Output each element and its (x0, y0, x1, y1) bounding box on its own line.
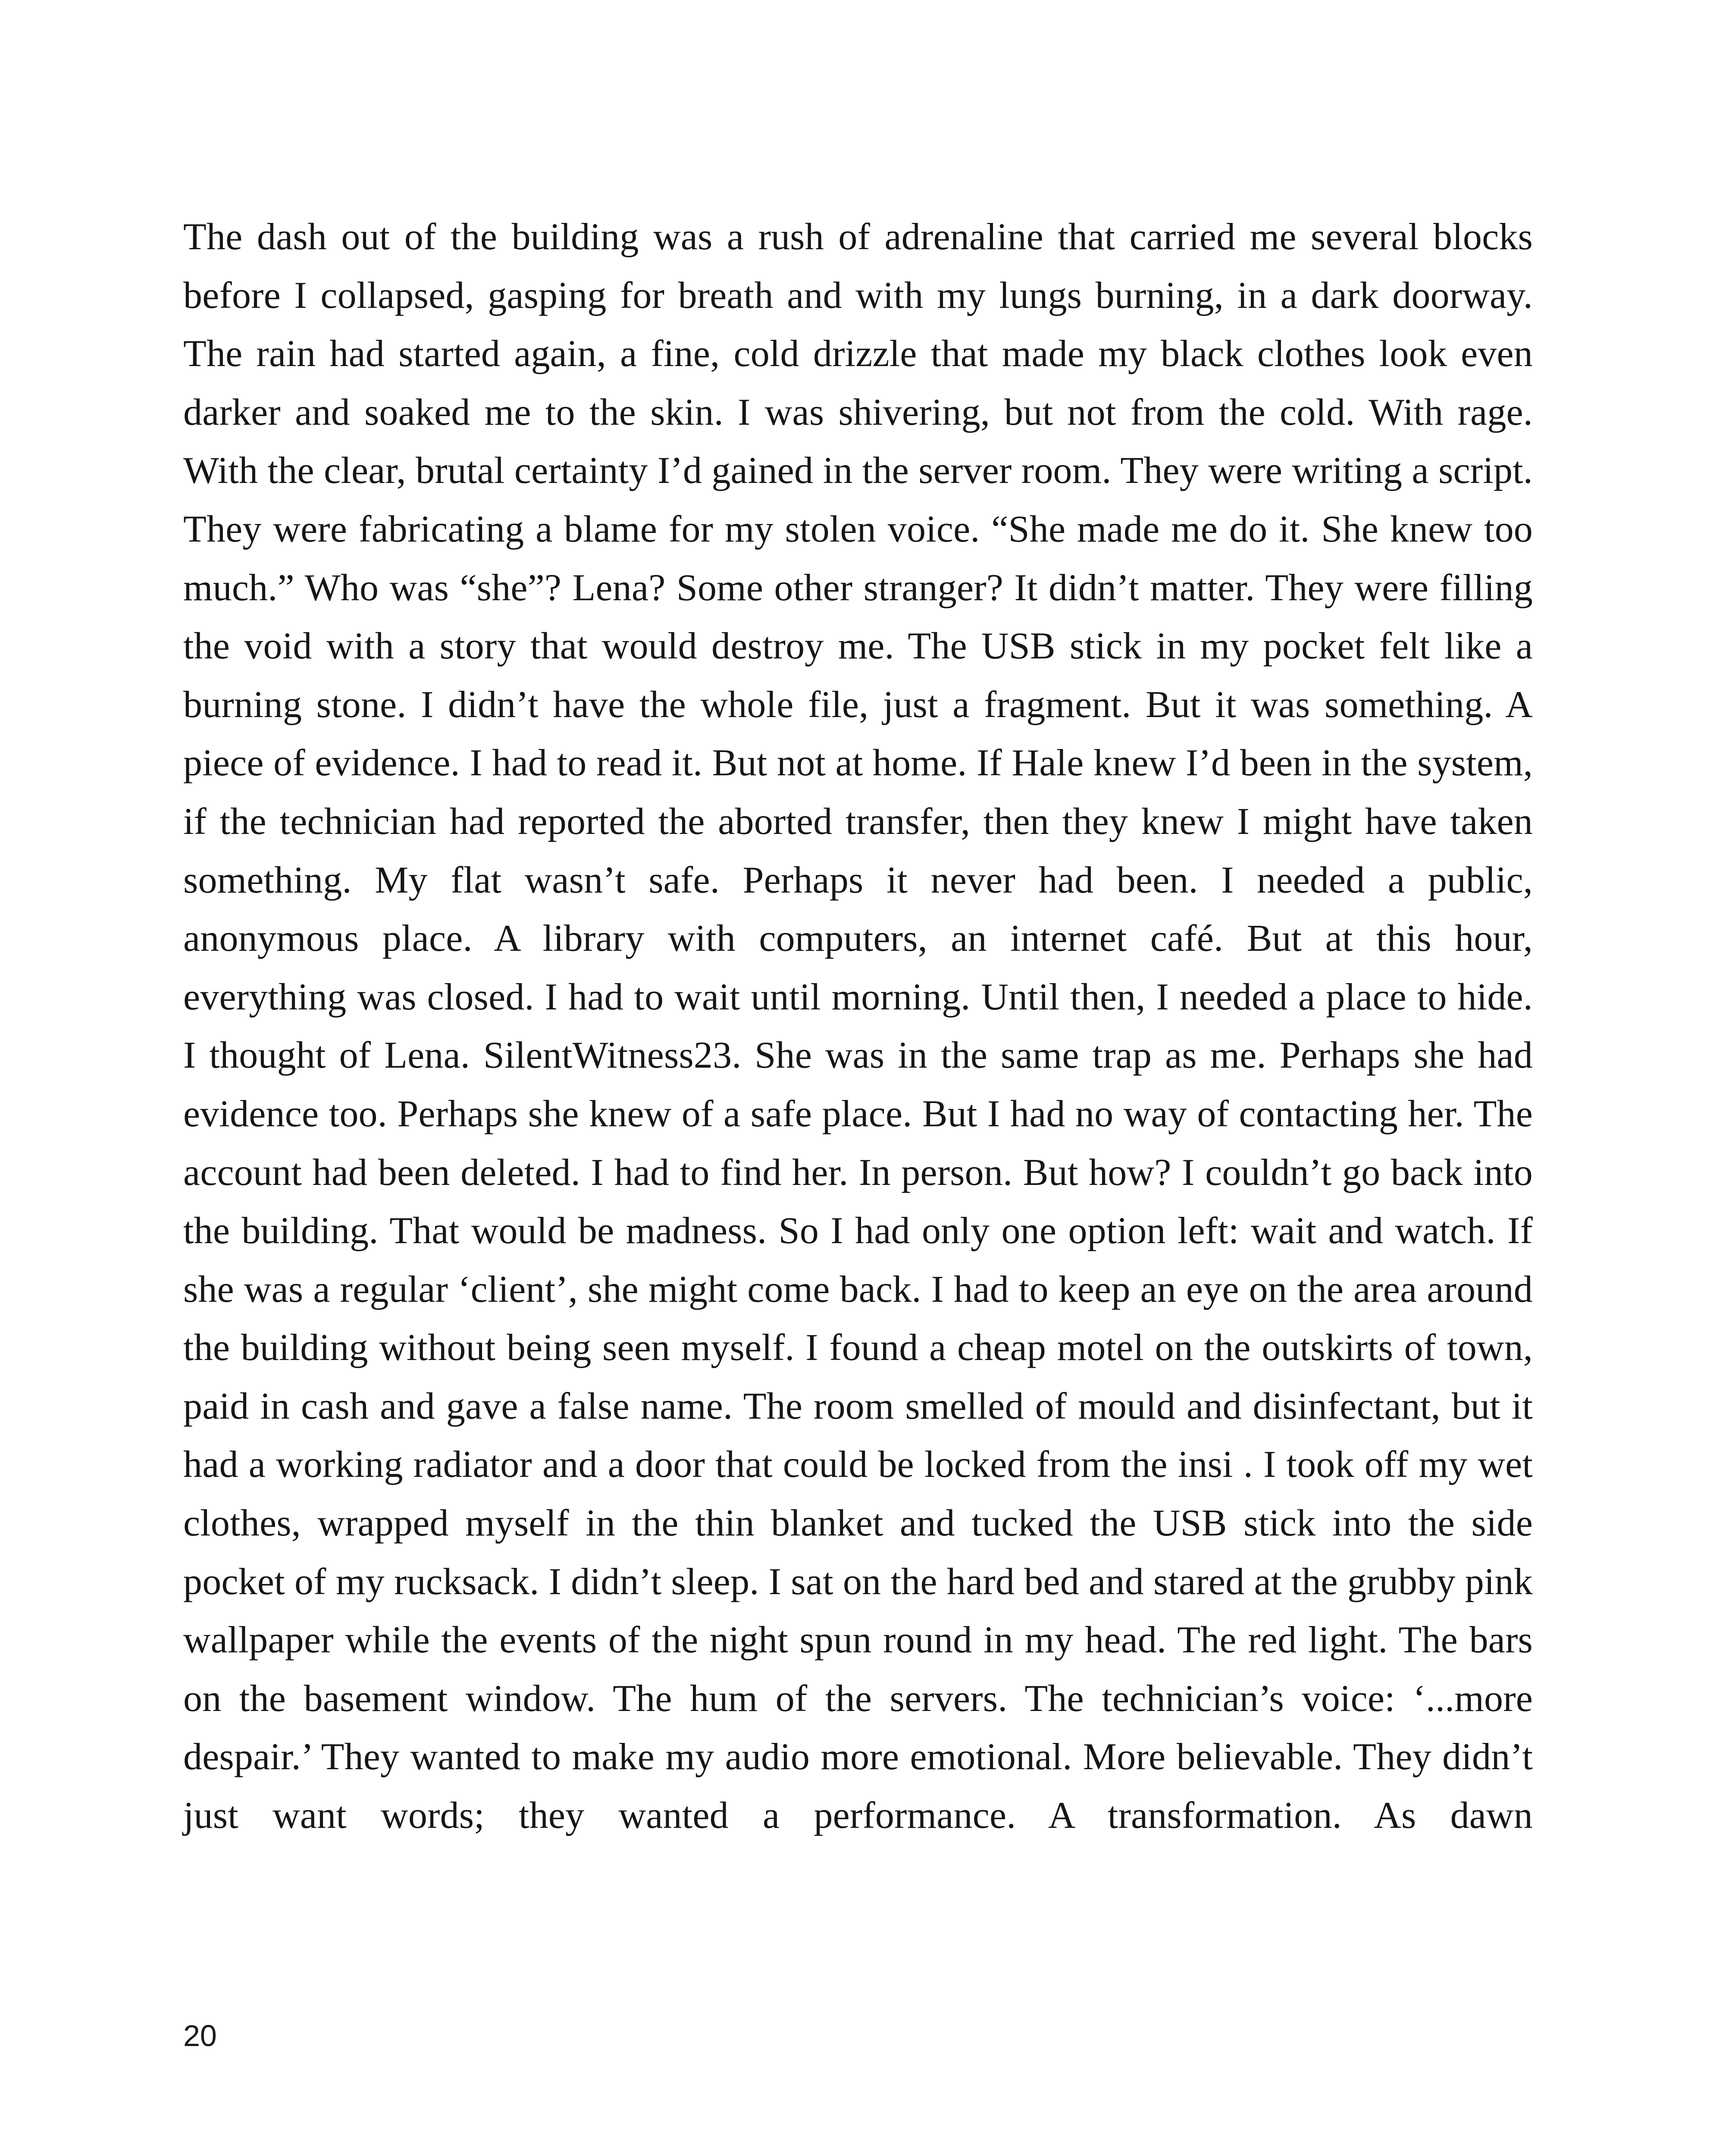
page-number: 20 (183, 2019, 217, 2053)
body-paragraph: The dash out of the building was a rush of adrenaline that carried me several blocks before I collapsed, gasping for breath and with my lungs burning, in a dark doorway. The rain had started again, a fine, cold drizzle that made my black clothes look even darker and soaked me to the skin. I was shivering, but not from the cold. With rage. With the clear, brutal certainty I’d gained in the server room. They were writing a script. They were fabricating a blame for my stolen voice. “She made me do it. She knew too much.” Who was “she”? Lena? Some other stranger? It didn’t matter. They were filling the void with a story that would destroy me. The USB stick in my pocket felt like a burning stone. I didn’t have the whole file, just a fragment. But it was something. A piece of evidence. I had to read it. But not at home. If Hale knew I’d been in the system, if the technician had reported the aborted transfer, then they knew I might have taken something. My flat wasn’t safe. Perhaps it never had been. I needed a public, anonymous place. A library with computers, an internet café. But at this hour, everything was closed. I had to wait until morning. Until then, I needed a place to hide. I thought of Lena. SilentWitness23. She was in the same trap as me. Perhaps she had evidence too. Perhaps she knew of a safe place. But I had no way of contacting her. The account had been deleted. I had to find her. In person. But how? I couldn’t go back into the building. That would be madness. So I had only one option left: wait and watch. If she was a regular ‘client’, she might come back. I had to keep an eye on the area around the building without being seen myself. I found a cheap motel on the outskirts of town, paid in cash and gave a false name. The room smelled of mould and disinfectant, but it had a working radiator and a door that could be locked from the insi . I took off my wet clothes, wrapped myself in the thin blanket and tucked the USB stick into the side pocket of my rucksack. I didn’t sleep. I sat on the hard bed and stared at the grubby pink wallpaper while the events of the night spun round in my head. The red light. The bars on the basement window. The hum of the servers. The technician’s voice: ‘...more despair.’ They wanted to make my audio more emotional. More believable. They didn’t just want words; they wanted a performance. A transformation. As dawn (183, 216, 1533, 1837)
